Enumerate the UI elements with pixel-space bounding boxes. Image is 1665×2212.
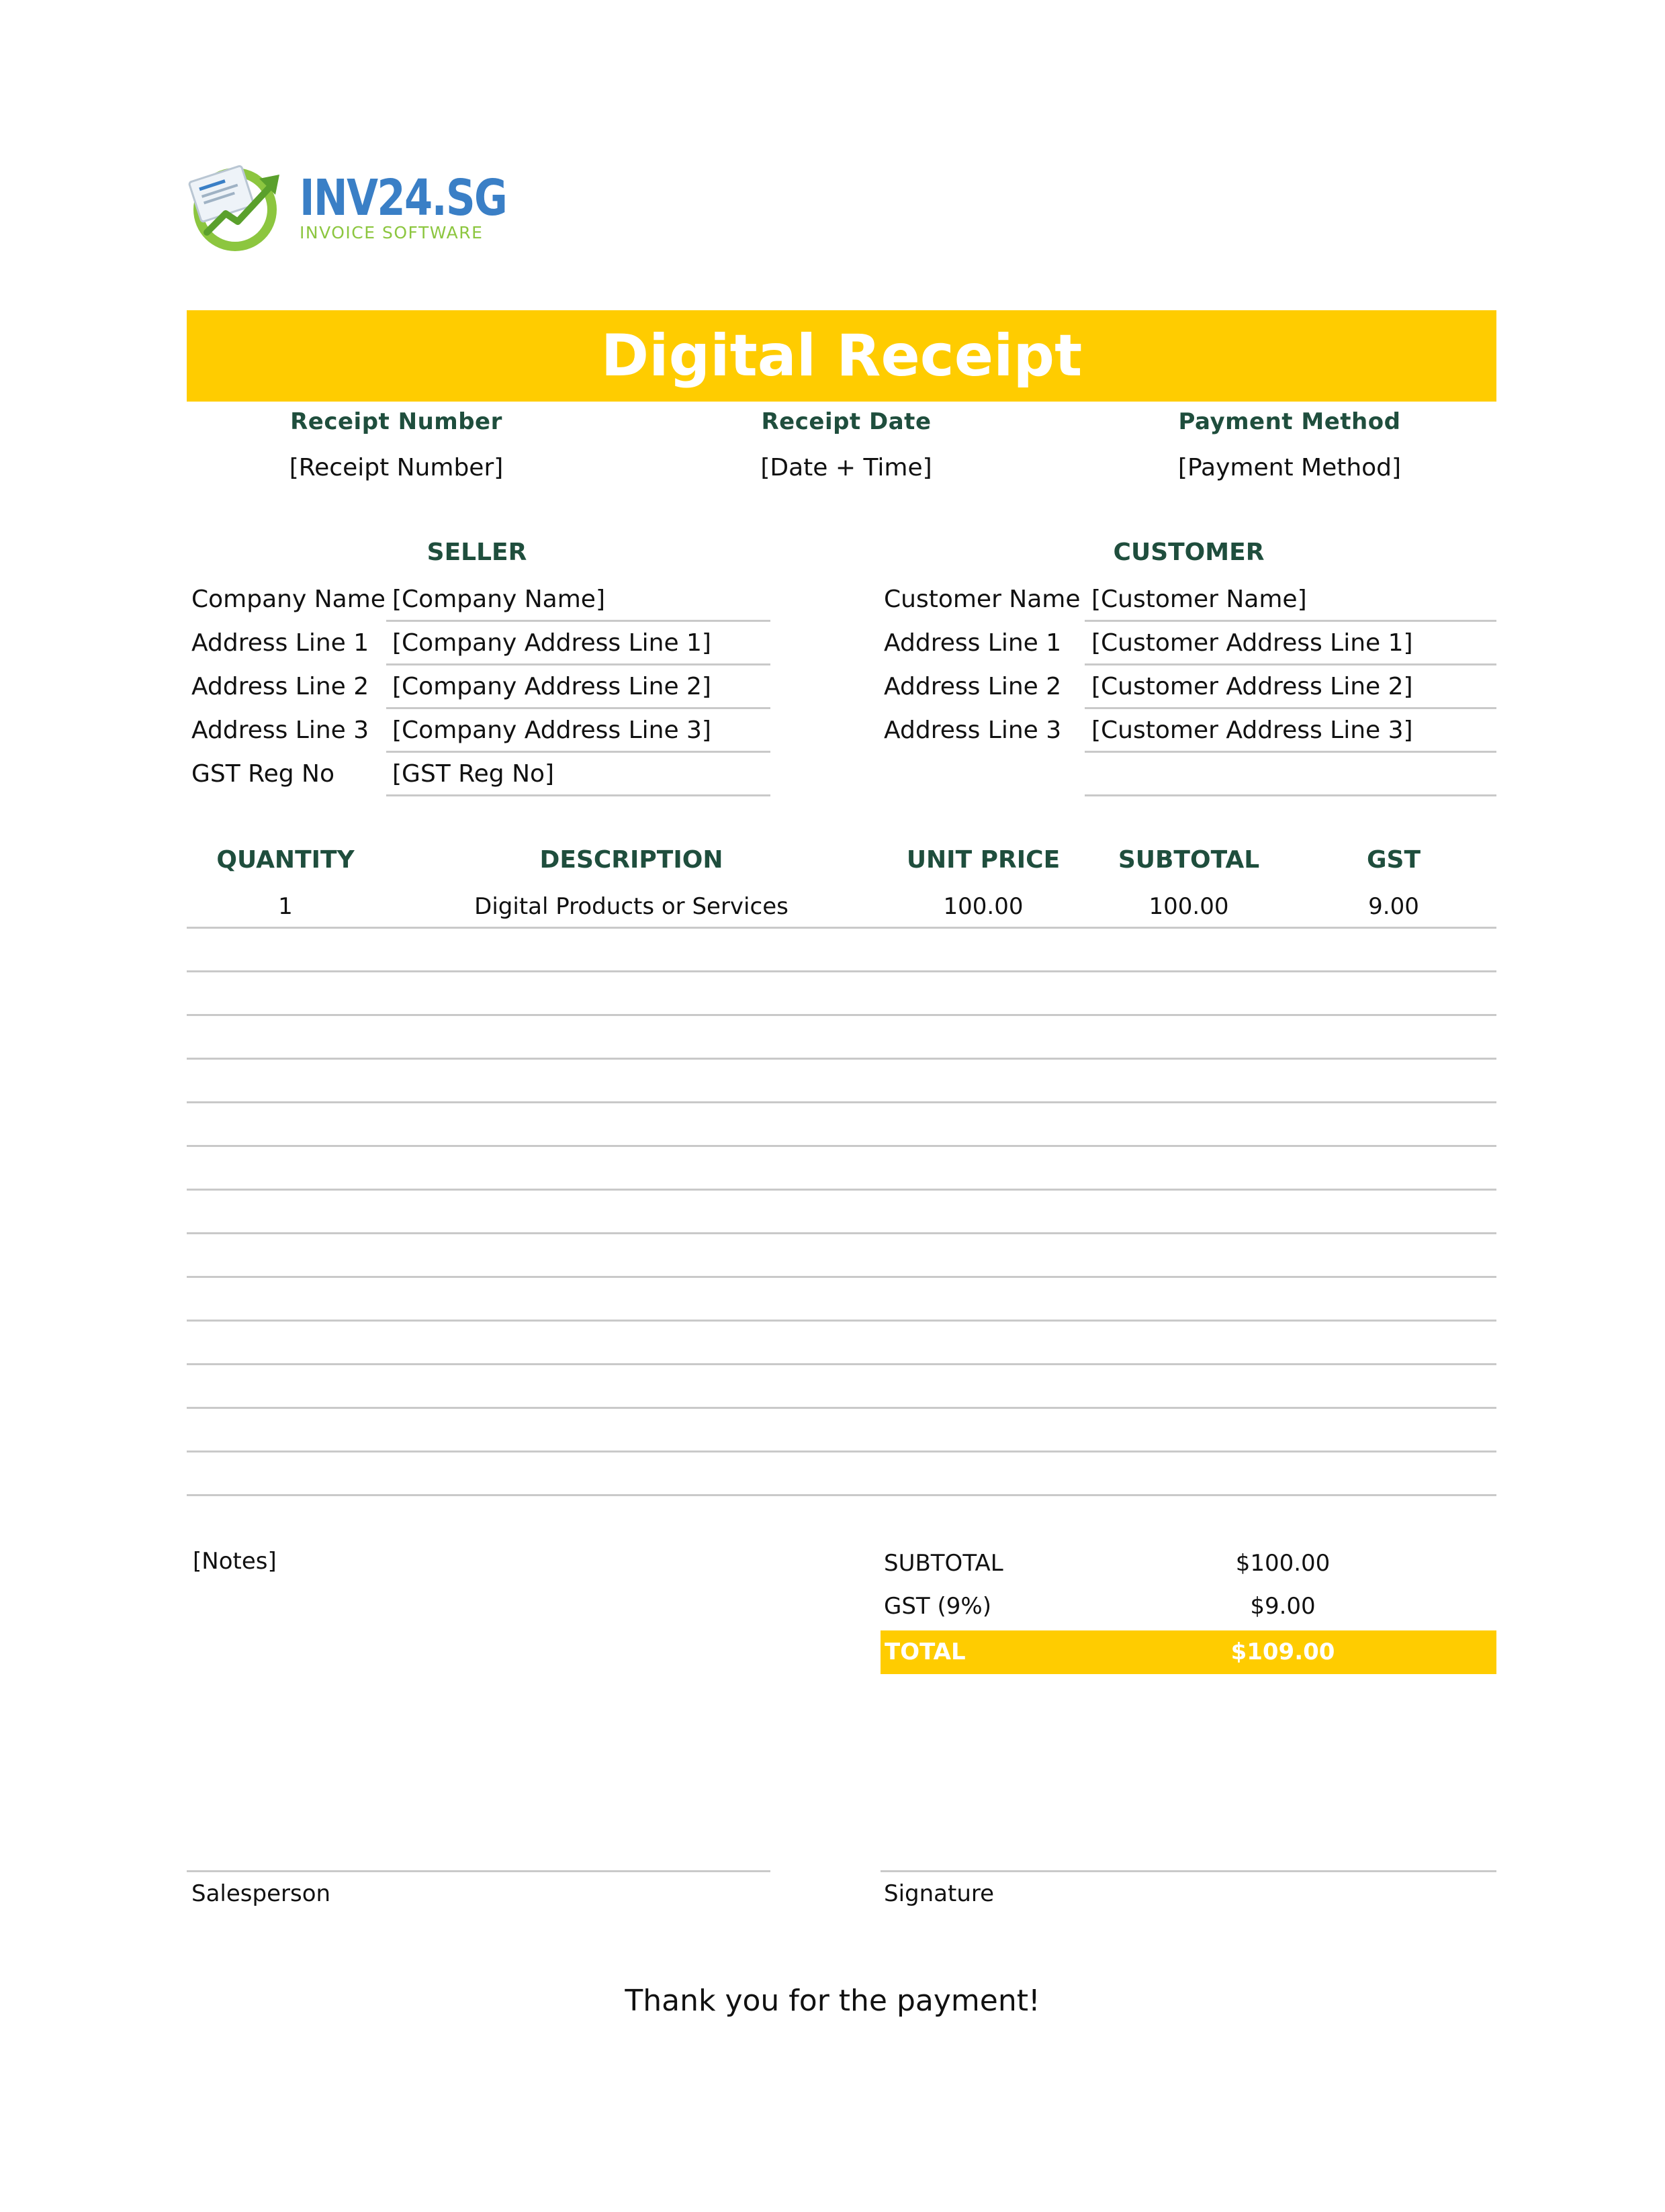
col-header-quantity: QUANTITY [216,846,355,874]
row-divider [187,970,1496,972]
seller-address-3: [Company Address Line 3] [392,717,711,744]
payment-method-value: [Payment Method] [1177,454,1402,481]
seller-gst-reg-no: [GST Reg No] [392,760,555,788]
logo-brand: INV24.SG [300,169,507,227]
row-divider [187,1276,1496,1278]
logo-emblem-icon [187,154,287,255]
row-divider [187,1189,1496,1191]
salesperson-line [187,1870,770,1872]
receipt-number-label: Receipt Number [290,408,502,435]
divider [386,794,770,796]
cell-quantity: 1 [278,893,293,920]
logo-tagline: INVOICE SOFTWARE [300,223,484,242]
seller-label: Address Line 3 [191,717,369,744]
gst-value: $9.00 [1250,1593,1316,1620]
row-divider [187,1407,1496,1409]
subtotal-value: $100.00 [1235,1550,1331,1577]
title-banner [187,310,1496,402]
col-header-subtotal: SUBTOTAL [1118,846,1260,874]
row-divider [187,1232,1496,1234]
divider [1085,794,1496,796]
seller-label: Company Name [191,586,386,613]
col-header-gst: GST [1366,846,1421,874]
divider [1085,663,1496,665]
divider [386,751,770,753]
divider [1085,620,1496,622]
receipt-number-value: [Receipt Number] [289,454,504,481]
customer-address-3: [Customer Address Line 3] [1091,717,1413,744]
thank-you-message: Thank you for the payment! [625,1984,1040,2018]
seller-company-name: [Company Name] [392,586,606,613]
gst-label: GST (9%) [884,1593,991,1620]
signature-label: Signature [884,1880,995,1907]
col-header-unit-price: UNIT PRICE [906,846,1061,874]
divider [1085,707,1496,709]
receipt-date-value: [Date + Time] [760,454,932,481]
seller-address-2: [Company Address Line 2] [392,673,711,700]
seller-label: Address Line 1 [191,629,369,657]
cell-description: Digital Products or Services [474,893,789,920]
divider [386,663,770,665]
customer-label: Address Line 3 [884,717,1062,744]
signature-line [881,1870,1496,1872]
total-label: TOTAL [885,1639,966,1665]
customer-heading: CUSTOMER [1113,539,1265,566]
row-divider [187,1058,1496,1060]
cell-gst: 9.00 [1368,893,1419,920]
customer-label: Customer Name [884,586,1081,613]
customer-address-1: [Customer Address Line 1] [1091,629,1413,657]
row-divider [187,1450,1496,1453]
row-divider [187,1363,1496,1365]
row-divider [187,1494,1496,1496]
page-title: Digital Receipt [600,322,1083,389]
seller-address-1: [Company Address Line 1] [392,629,711,657]
cell-unit-price: 100.00 [943,893,1024,920]
row-divider [187,1320,1496,1322]
divider [386,620,770,622]
customer-label: Address Line 2 [884,673,1062,700]
divider [1085,751,1496,753]
seller-heading: SELLER [426,539,527,566]
customer-label: Address Line 1 [884,629,1062,657]
row-divider [187,1014,1496,1016]
divider [386,707,770,709]
seller-label: Address Line 2 [191,673,369,700]
customer-address-2: [Customer Address Line 2] [1091,673,1413,700]
subtotal-label: SUBTOTAL [884,1550,1003,1577]
cell-subtotal: 100.00 [1149,893,1229,920]
col-header-description: DESCRIPTION [539,846,723,874]
row-divider [187,927,1496,929]
company-logo [187,154,507,255]
notes: [Notes] [193,1548,277,1575]
salesperson-label: Salesperson [191,1880,331,1907]
row-divider [187,1145,1496,1147]
receipt-date-label: Receipt Date [761,408,932,435]
row-divider [187,1101,1496,1103]
total-value: $109.00 [1230,1639,1335,1665]
payment-method-label: Payment Method [1178,408,1401,435]
total-bar [881,1630,1496,1674]
customer-name: [Customer Name] [1091,586,1307,613]
seller-label: GST Reg No [191,760,334,788]
